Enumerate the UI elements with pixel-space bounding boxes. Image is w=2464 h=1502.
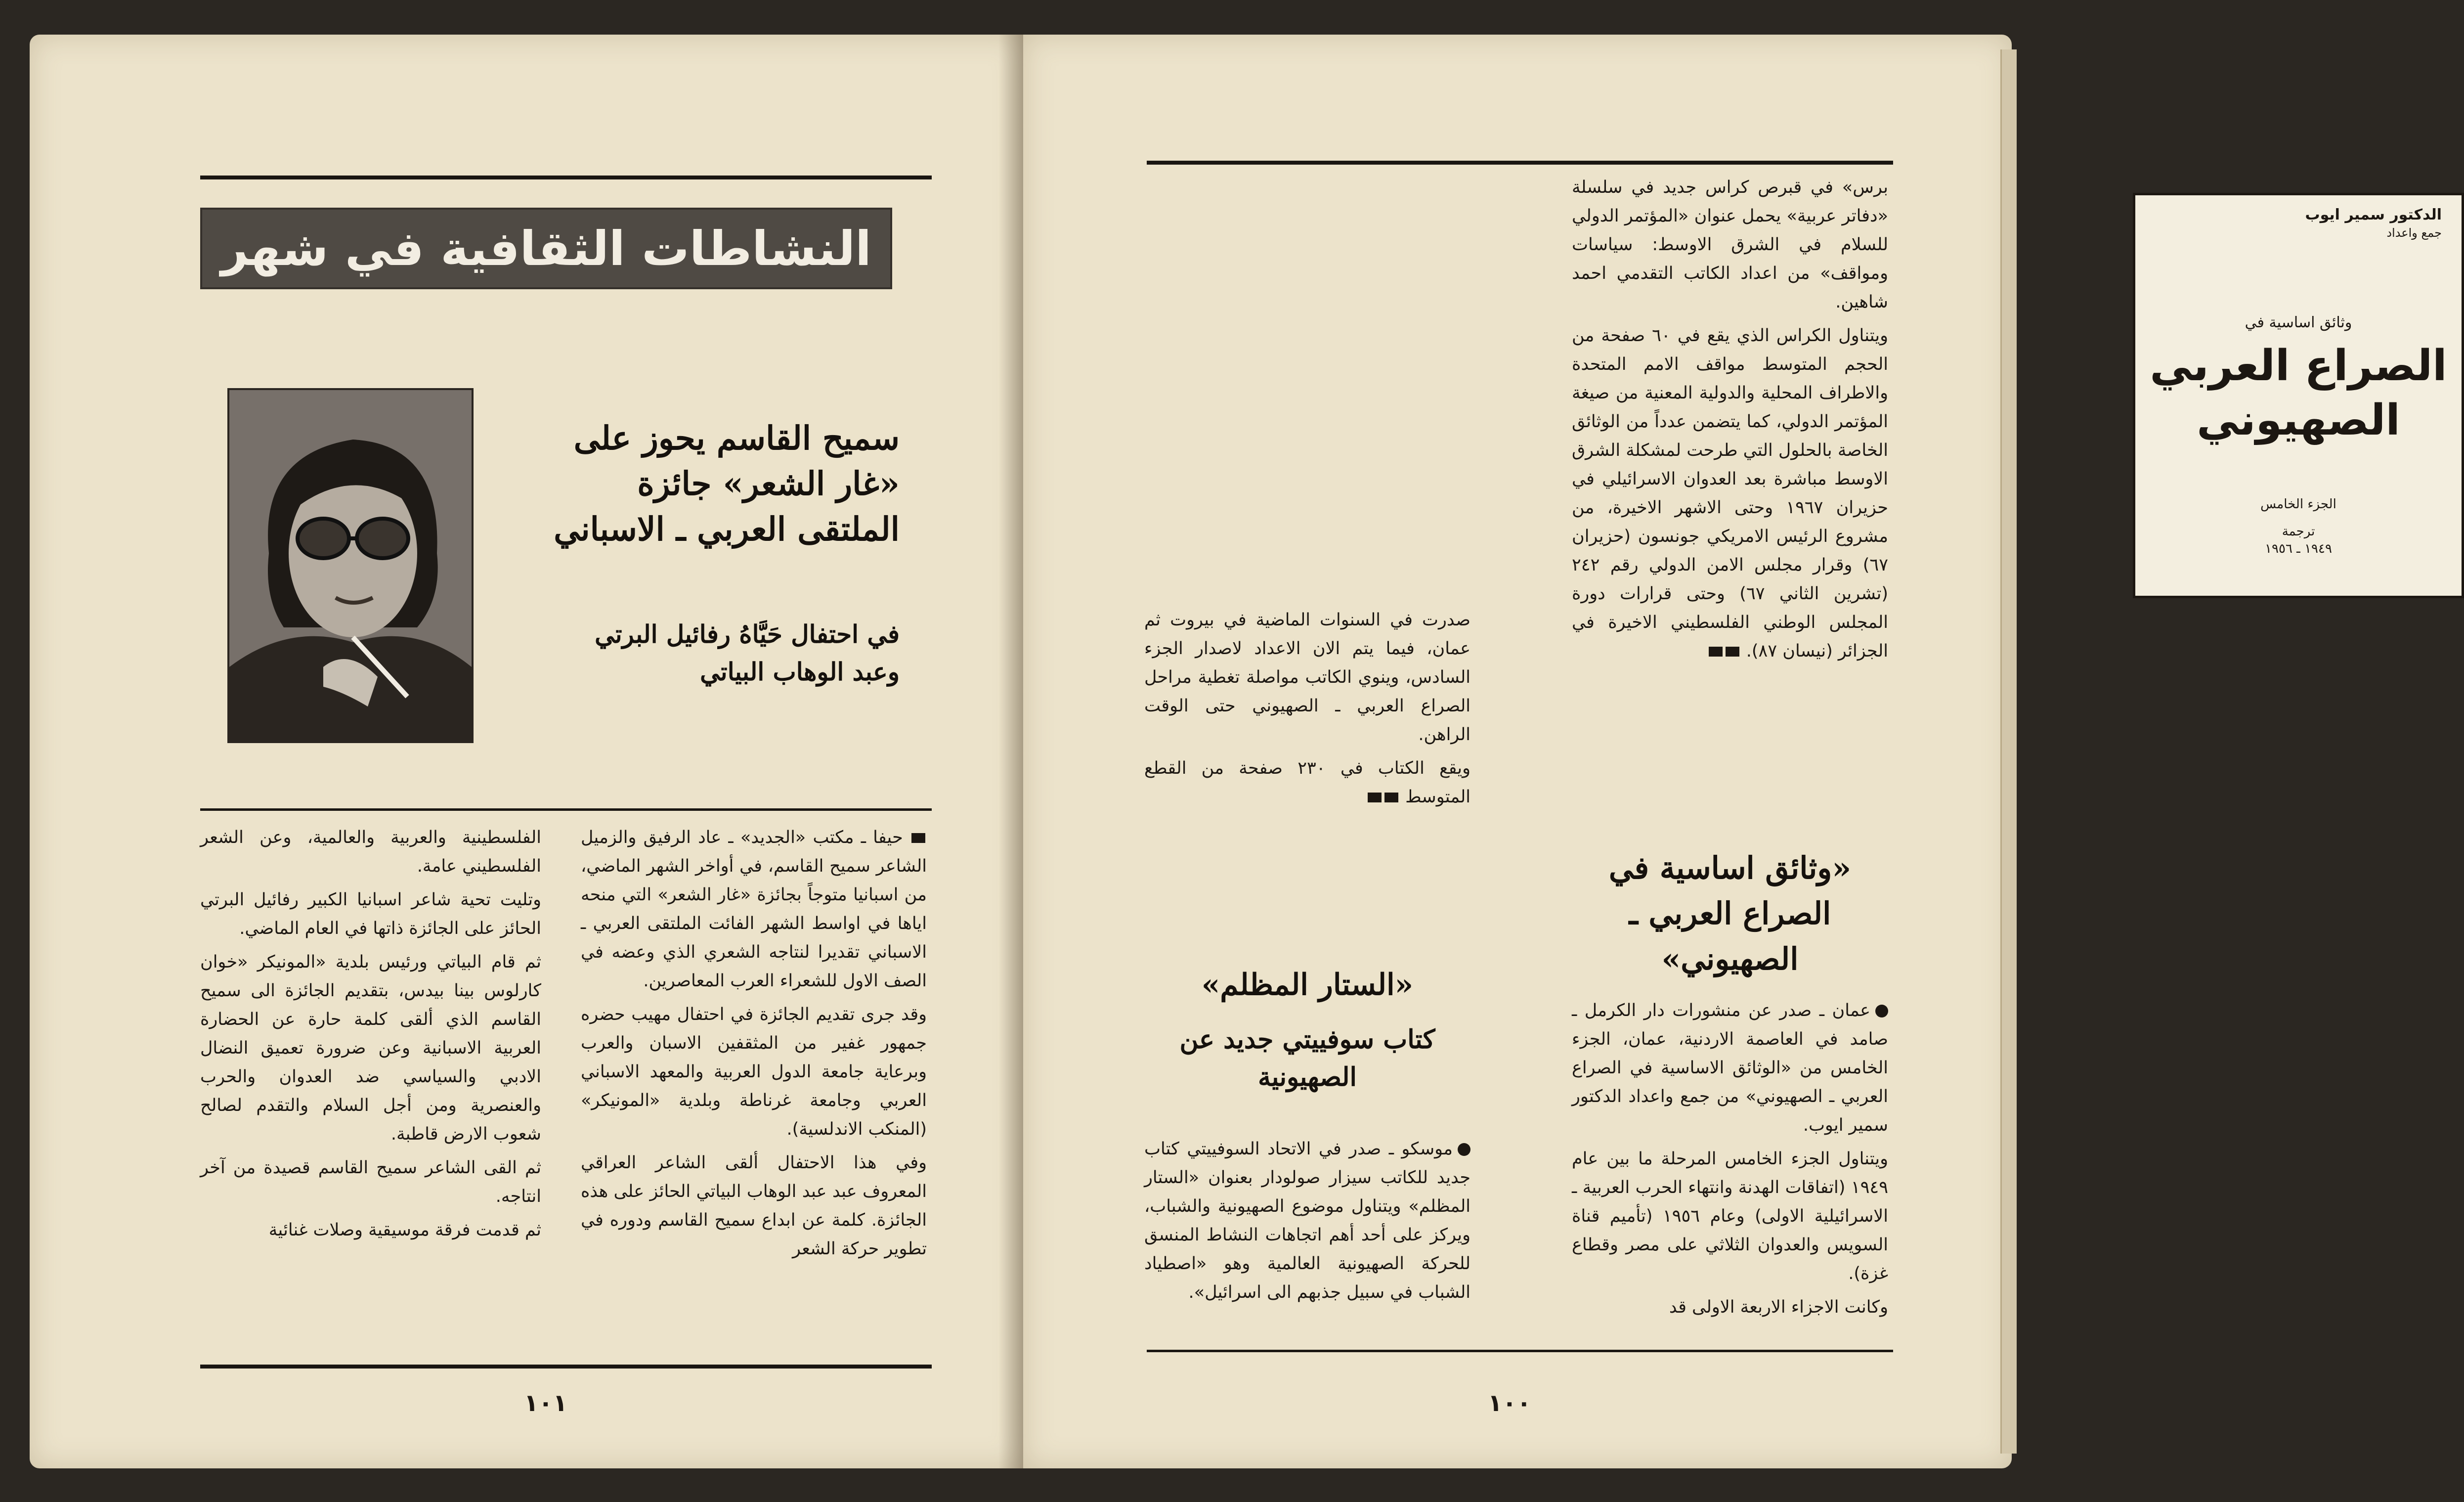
paragraph: برس» في قبرص كراس جديد في سلسلة «دفاتر عربية» يحمل عنوان «المؤتمر الدولي للسلام في الشرق الاوسط: سياسات ومواقف» من اعداد الكاتب التقدمي احمد شاهين. bbox=[1572, 177, 1888, 312]
paragraph-text: ويتناول الكراس الذي يقع في ٦٠ صفحة من الحجم المتوسط مواقف الامم المتحدة والاطراف المحلية والدولية المعنية من صيغة المؤتمر الدولي، كما يتضمن عدداً من الوثائق الخاصة بالحلول التي طرحت لمشكلة الشرق الاوسط مباشرة بعد العدوان الاسرائيلي في حزيران ١٩٦٧ وحتى الاشهر الاخيرة، من مشروع الرئيس الامريكي جونسون (حزيران ٦٧) وقرار مجلس الامن الدولي رقم ٢٤٢ (تشرين الثاني ٦٧) وحتى قرارات دورة المجلس الوطني الفلسطيني الاخيرة في الجزائر (نيسان ٨٧). bbox=[1572, 326, 1889, 661]
top-rule bbox=[200, 176, 932, 179]
sitar-subheadline: كتاب سوفييتي جديد عن الصهيونية bbox=[1179, 1024, 1435, 1092]
left-page-column-right bbox=[581, 823, 927, 1268]
paragraph: ثم القى الشاعر سميح القاسم قصيدة من آخر انتاجه. bbox=[200, 1158, 541, 1206]
paragraph-text: عمان ـ صدر عن منشورات دار الكرمل ـ صامد في العاصمة الاردنية، عمان، الجزء الخامس من «الوثائق الاساسية في الصراع العربي ـ الصهيوني» من جمع واعداد الدكتور سمير ايوب. bbox=[1572, 1001, 1888, 1135]
right-page-column-left-top bbox=[1144, 606, 1470, 816]
book-editor-note: جمع واعداد bbox=[2386, 226, 2442, 240]
book-translation: ترجمة bbox=[2282, 524, 2315, 539]
book-spread bbox=[30, 35, 2447, 1483]
right-page-column-right-bottom bbox=[1572, 996, 1888, 1326]
bullet-icon bbox=[1875, 1005, 1888, 1017]
book-title: الصراع العربي الصهيوني bbox=[2150, 341, 2447, 445]
left-page-column-left bbox=[200, 823, 541, 1249]
article-headline: سميح القاسم يحوز على «غار الشعر» جائزة الملتقى العربي ـ الاسباني bbox=[554, 419, 900, 548]
portrait-photo bbox=[227, 388, 474, 743]
paragraph-end-marker bbox=[1709, 647, 1723, 657]
paragraph-end-marker bbox=[1384, 793, 1398, 802]
paragraph bbox=[1572, 996, 1888, 1140]
sitar-headline: «الستار المظلم» bbox=[1201, 968, 1414, 1002]
article-subheadline: في احتفال حَيَّاهُ رفائيل البرتي وعبد الوهاب البياتي bbox=[595, 619, 900, 686]
top-rule bbox=[1147, 161, 1893, 165]
wathaiq-headline: «وثائق اساسية في الصراع العربي ـ الصهيوني» bbox=[1608, 850, 1852, 977]
paragraph bbox=[1144, 1135, 1470, 1307]
paragraph-end-marker bbox=[1726, 647, 1739, 657]
paragraph: وتليت تحية شاعر اسبانيا الكبير رفائيل البرتي الحائز على الجائزة ذاتها في العام الماضي. bbox=[200, 890, 541, 938]
book-years: ١٩٤٩ ـ ١٩٥٦ bbox=[2265, 541, 2332, 556]
paragraph: ويتناول الجزء الخامس المرحلة ما بين عام ١٩٤٩ (اتفاقات الهدنة وانتهاء الحرب العربية ـ الاسرائيلية الاولى) وعام ١٩٥٦ (تأميم قناة السويس والعدوان الثلاثي على مصر وقطاع غزة). bbox=[1572, 1149, 1888, 1283]
paragraph: ثم قدمت فرقة موسيقية وصلات غنائية bbox=[268, 1220, 541, 1240]
page-number: ١٠٠ bbox=[1488, 1389, 1531, 1417]
right-page-column-right-top bbox=[1572, 173, 1888, 670]
book-cover-image bbox=[2133, 193, 2464, 598]
bottom-rule bbox=[1147, 1350, 1893, 1352]
paragraph bbox=[1144, 754, 1470, 811]
mid-rule bbox=[200, 808, 932, 811]
paragraph: صدرت في السنوات الماضية في بيروت ثم عمان، فيما يتم الان الاعداد لاصدار الجزء السادس، وينوي الكاتب مواصلة تغطية مراحل الصراع العربي ـ الصهيوني حتى الوقت الراهن. bbox=[1144, 610, 1470, 745]
paragraph-marker bbox=[911, 833, 925, 843]
book-part: الجزء الخامس bbox=[2260, 497, 2336, 512]
book-subtitle: وثائق اساسية في bbox=[2245, 314, 2352, 331]
paragraph bbox=[581, 823, 927, 995]
paragraph bbox=[1572, 321, 1888, 665]
paragraph: وكانت الاجزاء الاربعة الاولى قد bbox=[1669, 1297, 1888, 1317]
page-number: ١٠١ bbox=[524, 1389, 567, 1417]
left-page bbox=[30, 35, 1023, 1468]
right-page bbox=[1023, 35, 2447, 1468]
bullet-icon bbox=[1458, 1143, 1470, 1156]
paragraph: الفلسطينية والعربية والعالمية، وعن الشعر الفلسطيني عامة. bbox=[200, 828, 541, 876]
paragraph-text: ويقع الكتاب في ٢٣٠ صفحة من القطع المتوسط bbox=[1144, 758, 1470, 807]
paragraph-text: حيفا ـ مكتب «الجديد» ـ عاد الرفيق والزميل الشاعر سميح القاسم، في أواخر الشهر الماضي، من اسبانيا متوجاً بجائزة «غار الشعر» التي منحه اياها في اواسط الشهر الفائت الملتقى العربي ـ الاسباني تقديرا لنتاجه الشعري الذي وعضه في الصف الاول للشعراء العرب المعاصرين. bbox=[581, 828, 927, 991]
page-edge bbox=[2000, 49, 2017, 1454]
bottom-rule bbox=[200, 1365, 932, 1369]
paragraph: وفي هذا الاحتفال ألقى الشاعر العراقي المعروف عبد عبد الوهاب البياتي الحائز على هذه الجائزة. كلمة عن ابداع سميح القاسم ودوره في تطوير حركة الشعر bbox=[581, 1153, 927, 1259]
paragraph-text: موسكو ـ صدر في الاتحاد السوفييتي كتاب جديد للكاتب سيزار صولودار بعنوان «الستار المظلم» ويتناول موضوع الصهيونية والشباب، ويركز على أحد أهم اتجاهات النشاط المنسق للحركة الصهيونية العالمية وهو «اصطياد الشباب في سبيل جذبهم الى اسرائيل». bbox=[1144, 1139, 1470, 1302]
portrait-image bbox=[229, 390, 472, 741]
right-page-column-left-bottom bbox=[1144, 1135, 1470, 1312]
paragraph: ثم قام البياتي ورئيس بلدية «المونيكر «خوان كارلوس بينا بيدس، بتقديم الجائزة الى سميح القاسم الذي ألقى كلمة حارة عن الحضارة العربية الاسبانية وعن ضرورة تعميق النضال الادبي والسياسي ضد العدوان والحرب والعنصرية ومن أجل السلام والتقدم لصالح شعوب الارض قاطبة. bbox=[200, 952, 541, 1144]
paragraph: وقد جرى تقديم الجائزة في احتفال مهيب حضره جمهور غفير من المثقفين الاسبان والعرب وبرعاية جامعة الدول العربية والمعهد الاسباني العربي وجامعة غرناطة وبلدية «المونيكر» (المنكب الاندلسية). bbox=[581, 1005, 927, 1139]
section-banner: النشاطات الثقافية في شهر bbox=[200, 208, 892, 289]
paragraph-end-marker bbox=[1368, 793, 1382, 802]
book-author: الدكتور سمير ايوب bbox=[2305, 206, 2442, 223]
